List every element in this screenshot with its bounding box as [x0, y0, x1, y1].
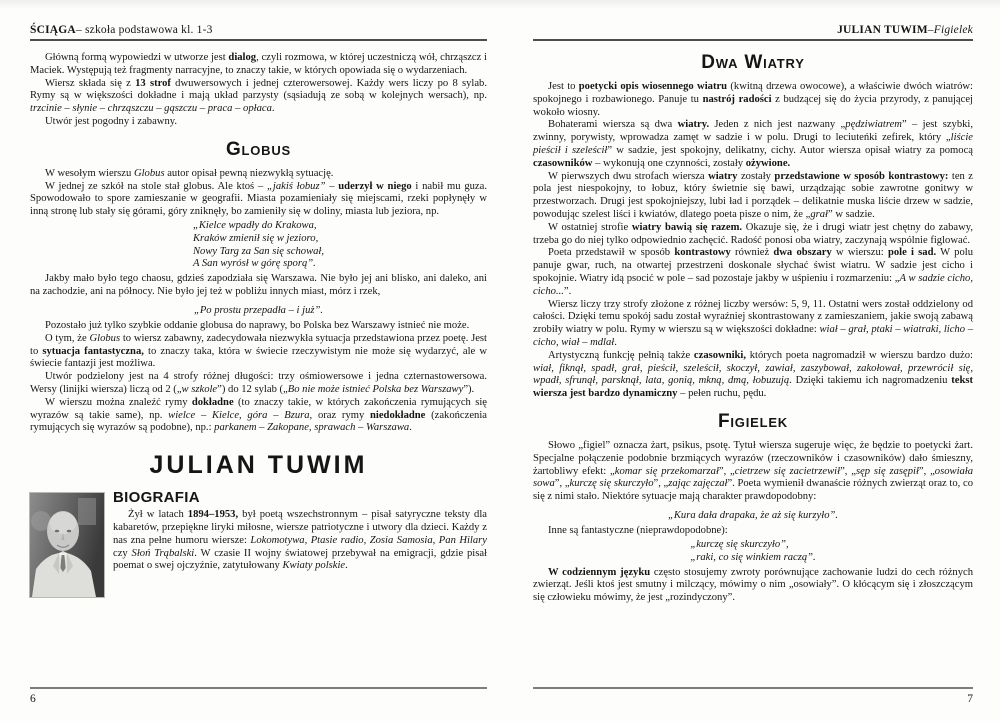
poem-quote-line: „Po prostu przepadła – i już”.	[193, 304, 324, 316]
header-chapter-title: Figielek	[933, 24, 973, 36]
paragraph: O tym, że Globus to wiersz zabawny, zadecydowała niezwykła sytuacja przedstawiona przez poetę. Jest to sytuacja fantastyczna, to znaczy taka, która w świecie rzeczywistym nie może się wydarzyć, ale w świecie fantazji jest możliwa.	[30, 332, 487, 370]
header-dash: –	[927, 24, 934, 36]
poem-quote-line: „raki, co się winkiem raczą”.	[690, 551, 816, 563]
paragraph: W ostatniej strofie wiatry bawią się razem. Okazuje się, że i drugi wiatr jest chętny do zabawy, trzeba go do niej tylko odpowiednio zachęcić. Radość ponosi oba wiatry, zaczynają wspólnie figlować.	[533, 221, 973, 246]
page-right	[533, 0, 973, 721]
biography-section	[30, 489, 487, 599]
header-series-title: ŚCIĄGA	[30, 24, 76, 36]
page-number-left: 6	[30, 693, 36, 705]
paragraph: W pierwszych dwu strofach wiersza wiatry zostały przedstawione w sposób kontrastowy: ten z pola jest niespokojny, to łobuz, który świetnie się bawi, urządzając sobie zawrotne gonitwy w przestworzach. Drugi jest spokojniejszy, lubi ład i porządek – delikatnie muska liście drzew w sadzie, powodując szelest liści i kwiatów, dlatego poeta pisze o nim, że „grał” w sadzie.	[533, 170, 973, 220]
paragraph: Artystyczną funkcję pełnią także czasowniki, których poeta nagromadził w wierszu bardzo dużo: wiał, fiknął, spadł, grał, pieścił, szeleścił, skoczył, zawiał, zaszybował, zakołował, przewrócił się, wpadł, sfrunął, parsknął, lata, gonią, mkną, dmą, łobuzują. Dzięki takiemu ich nagromadzeniu tekst wiersza jest bardzo dynamiczny – pełen ruchu, pędu.	[533, 349, 974, 400]
paragraph: W wierszu można znaleźć rymy dokładne (to znaczy takie, w których zakończenia rymujących się wyrazów są takie same), np. wielce – Kielce, góra – Bzura, oraz rymy niedokładne (zakończenia rymujących się wyrazów są podobne), np.: parkanem – Zakopane, sprawach – Warszawa.	[30, 396, 487, 434]
poem-quote-line: A San wyrósł w górę sporą”.	[192, 258, 316, 270]
poem-quote-line: Nowy Targ za San się schował,	[192, 245, 325, 257]
page-footer-right	[533, 687, 973, 705]
paragraph: Jakby mało było tego chaosu, gdzieś zapodziała się Warszawa. Nie było jej ani blisko, ani daleko, ani na zachodzie, ani na północy. Nie było jej też w pobliżu innych miast, mórz i rzek,	[30, 273, 487, 298]
poem-quote	[30, 220, 487, 271]
poem-quote-lines	[690, 539, 815, 565]
poem-quote	[533, 505, 973, 523]
poem-quote-line: „Kura dała drapaka, że aż się kurzyło”.	[667, 509, 839, 521]
page-content-left	[30, 52, 487, 435]
poem-quote-line: „kurczę się skurczyło”,	[690, 538, 789, 550]
section-heading: Dwa Wiatry	[701, 52, 805, 73]
paragraph: Pozostało już tylko szybkie oddanie globusa do naprawy, bo Polska bez Warszawy istnieć nie może.	[45, 319, 470, 331]
page-content-right	[533, 52, 973, 605]
paragraph: Główną formą wypowiedzi w utworze jest dialog, czyli rozmowa, w której uczestniczą wół, chrząszcz i Maciek. Występują też fragmenty narracyjne, to znaczy takie, w których opowiada się o wydarzeniach.	[30, 52, 487, 76]
header-author-name: JULIAN TUWIM	[837, 24, 928, 36]
tuwim-portrait-photo	[30, 493, 104, 597]
paragraph: Wiersz składa się z 13 strof dwuwersowych i jednej czterowersowej. Każdy wers liczy po 8 sylab. Rymy są w większości dokładne i mają układ parzysty (sąsiadują ze sobą w kolejnych wersach), np. trzcinie – słynie – chrząszczu – gąszczu – praca – opłaca.	[30, 77, 487, 115]
page-left	[30, 0, 487, 721]
running-header-left	[30, 0, 487, 41]
paragraph: Słowo „figiel” oznacza żart, psikus, psotę. Tytuł wiersza sugeruje więc, że będzie to poetycki żart. Specjalne połączenie podobnie brzmiących wyrazów (rzeczowników i czasowników) dało śmieszny, żartobliwy efekt: „komar się przekomarzał”, „cietrzew się zacietrzewił”, „sęp się zasępił”, „osowiała sowa”, „kurczę się skurczyło”, „zając zajęczał”. Poeta wymienił dwanaście różnych zwierząt oraz to, co się z nimi stało. Niektóre sytuacje mają charakter prawdopodobny:	[533, 439, 974, 503]
paragraph: Jest to poetycki opis wiosennego wiatru (kwitną drzewa owocowe), a właściwie dwóch wiatrów: spokojnego i rozbawionego. Panuje tu nastrój radości z budzącej się do życia przyrody, z panującej wokoło wiosny.	[533, 81, 973, 118]
page-footer-left	[30, 687, 487, 705]
paragraph: Wiersz liczy trzy strofy złożone z różnej liczby wersów: 5, 9, 11. Ostatni wers został oddzielony od całości. Dzięki temu spokój sadu został wyraźniej skontrastowany z zamieszaniem, jakie swoją zabawą zrobiły wiatry w polu. Rymy w wierszu są w większości dokładne: wiał – grał, ptaki – wiatraki, licho – cicho, wiał – mdlał.	[533, 298, 973, 348]
biography-heading: BIOGRAFIA	[113, 489, 200, 507]
paragraph: W codziennym języku często stosujemy zwroty porównujące zachowanie ludzi do cech różnych zwierząt. Jeśli ktoś jest smutny i milczący, mówimy o nim „osowiały”. O kłócącym się i złoszczącym się człowieku mówimy, że jest „rozindyczony”.	[533, 566, 973, 604]
header-series-subtitle: – szkoła podstawowa kl. 1-3	[75, 24, 213, 36]
paragraph: Inne są fantastyczne (nieprawdopodobne):	[548, 524, 728, 536]
paragraph: W wesołym wierszu Globus autor opisał pewną niezwykłą sytuację.	[45, 167, 334, 179]
poem-quote-line: „Kielce wpadły do Krakowa,	[192, 219, 317, 231]
section-heading: Figielek	[717, 410, 788, 432]
paragraph: Utwór podzielony jest na 4 strofy różnej długości: trzy ośmiowersowe i jedna czternastowersowa. Wersy (linijki wiersza) liczą od 2 („w szkole”) do 12 sylab („Bo nie może istnieć Polska bez Warszawy”).	[30, 371, 487, 395]
running-header-right	[533, 0, 973, 41]
poem-quote-lines	[668, 510, 838, 523]
page-number-right: 7	[967, 693, 973, 705]
biography-text: Żył w latach 1894–1953, był poetą wszechstronnym – pisał satyryczne teksty dla kabaretów, przepiękne liryki miłosne, wiersze patriotyczne i utwory dla dzieci. Każdy z nas zna pełne humoru wiersze: Lokomotywa, Ptasie radio, Zosia Samosia, Pan Hilary czy Słoń Trąbalski. W czasie II wojny światowej przebywał na emigracji, gdzie pisał poemat o swej ojczyźnie, zatytułowany Kwiaty polskie.	[113, 509, 488, 572]
paragraph: Poeta przedstawił w sposób kontrastowy również dwa obszary w wierszu: pole i sad. W polu panuje gwar, ruch, na otwartej przestrzeni doskonale słychać świst wiatru. W sadzie jest cicho i spokojnie. Wiatry idą psocić w pole – sad pozostaje jakby w uśpieniu i rozmarzeniu: „A w sadzie cicho, cicho...”.	[533, 247, 974, 297]
paragraph: Utwór jest pogodny i zabawny.	[45, 115, 178, 127]
author-heading: JULIAN TUWIM	[149, 451, 368, 480]
poem-quote-lines	[194, 305, 323, 318]
poem-quote	[533, 539, 973, 565]
poem-quote-lines	[193, 220, 324, 271]
paragraph: Bohaterami wiersza są dwa wiatry. Jeden z nich jest nazwany „pędziwiatrem” – jest szybki, zwinny, porywisty, wprowadza zamęt w sadzie i w polu. Drugi to leciuteńki zefirek, który „liście pieścił i szeleścił” w sadzie, jest spokojny, delikatny, cichy. Autor wiersza opisał wiatry za pomocą czasowników – wykonują one czynności, zostały ożywione.	[533, 119, 974, 169]
paragraph: W jednej ze szkół na stole stał globus. Ale ktoś – „jakiś łobuz” – uderzył w niego i nabił mu guza. Spowodowało to spore zamieszanie w geografii. Miasta pozamieniały się miejscami, rzeki popłynęły w inną stronę lub stały się górami, góry zniknęły, bo zamieniły się w doliny, miasta lub jeziora, np.	[30, 180, 487, 218]
poem-quote-line: Kraków zmienił się w jezioro,	[192, 232, 319, 244]
section-heading: Globus	[225, 138, 292, 160]
poem-quote	[30, 300, 487, 318]
